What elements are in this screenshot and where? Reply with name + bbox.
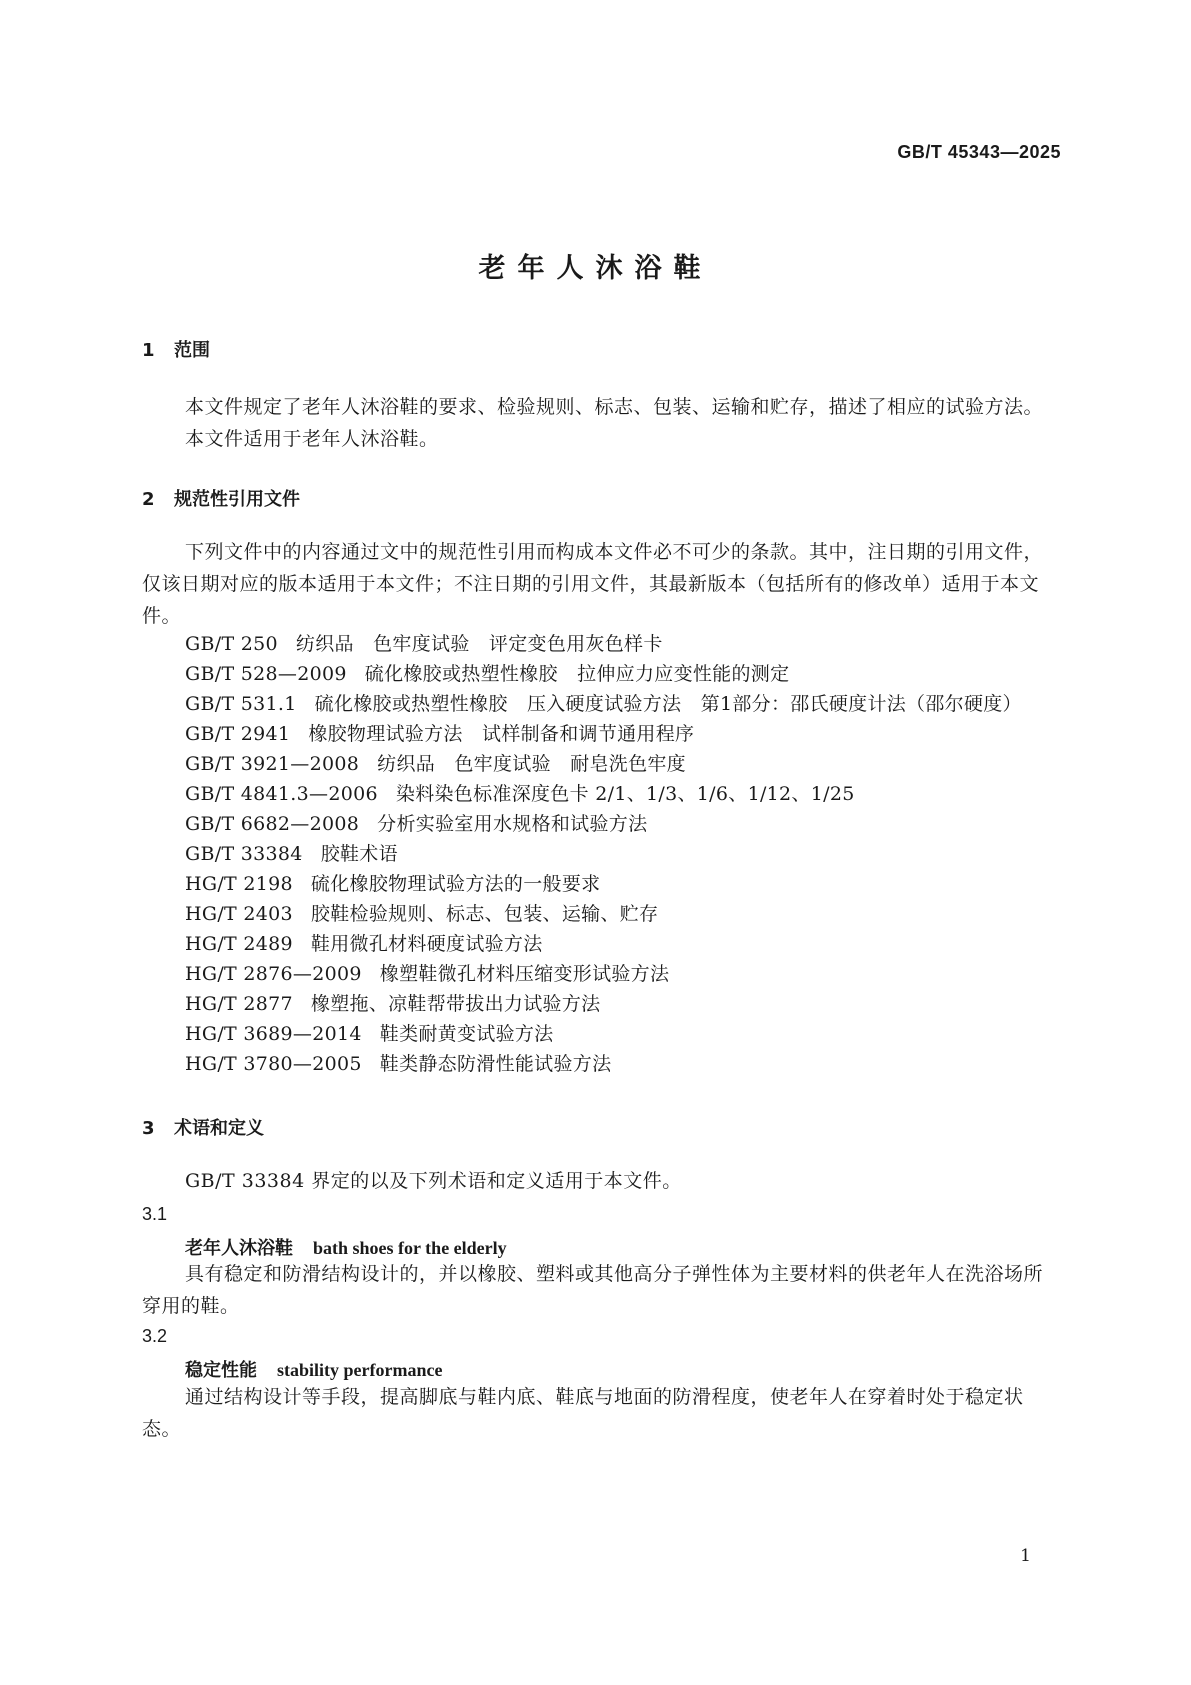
reference-title: 纺织品 色牢度试验 评定变色用灰色样卡 [295,633,663,655]
reference-code: HG/T 2198 [185,873,293,895]
clause-number: 3.2 [142,1326,168,1346]
section-3-heading [142,1114,264,1140]
section-title: 规范性引用文件 [174,489,300,510]
term-english: stability performance [277,1360,443,1380]
reference-title: 胶鞋术语 [320,843,398,865]
reference-item [185,718,694,750]
reference-item [185,688,1022,720]
section-number: 3 [142,1118,155,1139]
reference-title: 硫化橡胶物理试验方法的一般要求 [310,873,601,895]
section-1-heading [142,336,210,362]
reference-item [185,1048,611,1080]
reference-code: GB/T 3921—2008 [185,753,360,775]
reference-item [185,958,669,990]
reference-code: HG/T 3780—2005 [185,1053,362,1075]
reference-code: HG/T 3689—2014 [185,1023,362,1045]
term-chinese: 稳定性能 [185,1360,257,1381]
term-english: bath shoes for the elderly [313,1238,507,1258]
reference-item [185,778,855,810]
reference-code: HG/T 2877 [185,993,293,1015]
reference-code: HG/T 2489 [185,933,293,955]
reference-title: 橡塑拖、凉鞋帮带拔出力试验方法 [310,993,601,1015]
reference-item [185,1018,553,1050]
section-title: 术语和定义 [174,1118,264,1139]
section-title: 范围 [174,340,210,361]
section-number: 2 [142,489,155,510]
standard-number: GB/T 45343—2025 [897,142,1061,162]
reference-code: GB/T 250 [185,633,278,655]
reference-title: 硫化橡胶或热塑性橡胶 压入硬度试验方法 第1部分：邵氏硬度计法（邵尔硬度） [314,693,1022,715]
reference-title: 橡胶物理试验方法 试样制备和调节通用程序 [308,723,695,745]
reference-code: HG/T 2403 [185,903,293,925]
document-title: 老年人沐浴鞋 [478,253,713,284]
reference-code: GB/T 531.1 [185,693,297,715]
term-entry [185,1356,442,1382]
reference-title: 染料染色标准深度色卡 2/1、1/3、1/6、1/12、1/25 [395,783,855,805]
reference-code: GB/T 2941 [185,723,291,745]
reference-item [185,988,600,1020]
paragraph: GB/T 33384 界定的以及下列术语和定义适用于本文件。 [185,1170,682,1192]
clause-number: 3.1 [142,1204,168,1224]
reference-title: 分析实验室用水规格和试验方法 [377,813,648,835]
reference-item [185,868,600,900]
reference-item [185,808,647,840]
reference-title: 纺织品 色牢度试验 耐皂洗色牢度 [377,753,686,775]
reference-title: 鞋用微孔材料硬度试验方法 [310,933,543,955]
paragraph: 本文件规定了老年人沐浴鞋的要求、检验规则、标志、包装、运输和贮存，描述了相应的试验方法。 [185,396,1044,418]
reference-item [185,928,543,960]
reference-title: 硫化橡胶或热塑性橡胶 拉伸应力应变性能的测定 [364,663,790,685]
reference-item [185,898,658,930]
reference-item [185,658,789,690]
reference-title: 胶鞋检验规则、标志、包装、运输、贮存 [310,903,659,925]
reference-code: GB/T 528—2009 [185,663,347,685]
term-entry [185,1234,507,1260]
term-definition: 通过结构设计等手段，提高脚底与鞋内底、鞋底与地面的防滑程度，使老年人在穿着时处于稳定状态。 [142,1386,1024,1440]
reference-code: HG/T 2876—2009 [185,963,362,985]
reference-title: 橡塑鞋微孔材料压缩变形试验方法 [379,963,670,985]
reference-code: GB/T 33384 [185,843,303,865]
reference-code: GB/T 6682—2008 [185,813,360,835]
reference-item [185,748,686,780]
page-number: 1 [1020,1546,1031,1566]
reference-item [185,628,663,660]
reference-title: 鞋类耐黄变试验方法 [379,1023,554,1045]
reference-item [185,838,398,870]
paragraph: 本文件适用于老年人沐浴鞋。 [185,428,439,450]
section-number: 1 [142,340,155,361]
reference-code: GB/T 4841.3—2006 [185,783,378,805]
reference-title: 鞋类静态防滑性能试验方法 [379,1053,612,1075]
term-chinese: 老年人沐浴鞋 [185,1238,293,1259]
section-2-heading [142,485,300,511]
paragraph: 下列文件中的内容通过文中的规范性引用而构成本文件必不可少的条款。其中，注日期的引用文件，仅该日期对应的版本适用于本文件；不注日期的引用文件，其最新版本（包括所有的修改单）适用于本文件。 [142,541,1044,627]
term-definition: 具有稳定和防滑结构设计的，并以橡胶、塑料或其他高分子弹性体为主要材料的供老年人在洗浴场所穿用的鞋。 [142,1263,1044,1317]
